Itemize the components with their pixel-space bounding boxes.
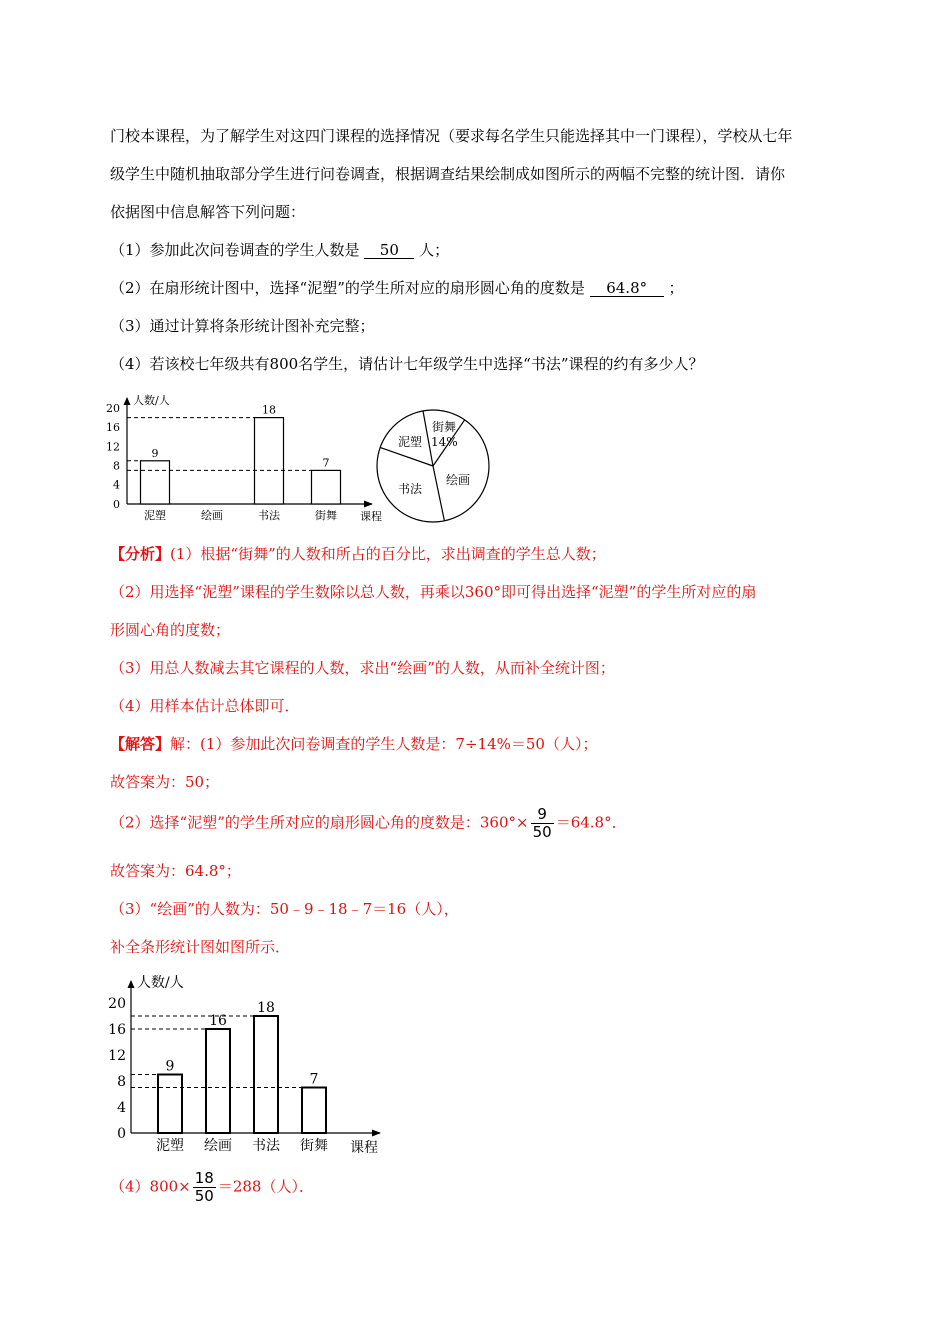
x-axis-arrow	[372, 1130, 381, 1137]
analysis-text-1: (1）根据“街舞”的人数和所占的百分比，求出调查的学生总人数；	[170, 545, 606, 563]
x-axis-title: 课程	[360, 510, 382, 523]
intro-line-3: 依据图中信息解答下列问题：	[110, 203, 306, 221]
analysis-line-5: （4）用样本估计总体即可．	[110, 697, 300, 715]
y-tick-label: 12	[108, 1047, 126, 1064]
x-category-label: 街舞	[315, 509, 337, 522]
question-2-text: （2）在扇形统计图中，选择“泥塑”的学生所对应的扇形圆心角的度数是	[110, 279, 585, 297]
y-tick-label: 8	[113, 459, 120, 473]
solution-text-3-result: ＝64.8°．	[555, 813, 627, 832]
analysis-tag: 【分析】	[110, 545, 171, 563]
question-2-answer: 64.8°	[590, 280, 664, 297]
solution-text-7-result: ＝288（人）．	[217, 1177, 314, 1196]
bar-value-label: 9	[151, 446, 159, 460]
question-1-text: （1）参加此次问卷调查的学生人数是	[110, 241, 360, 259]
pie-label-huihua: 绘画	[446, 473, 471, 487]
pie-label-nisu: 泥塑	[398, 435, 423, 449]
pie-divider-3	[433, 466, 444, 521]
solution-line-3	[110, 806, 627, 841]
bar-chart-incomplete	[100, 380, 400, 528]
y-axis-title: 人数/人	[137, 975, 184, 991]
y-tick-label: 16	[106, 421, 120, 435]
bar-value-label: 18	[262, 403, 276, 417]
x-category-label: 书法	[258, 509, 280, 522]
x-category-label: 泥塑	[144, 509, 166, 522]
x-category-label: 绘画	[201, 509, 223, 522]
pie-chart	[372, 404, 496, 528]
question-1	[110, 239, 449, 260]
bar-书法	[254, 1016, 278, 1133]
y-tick-label: 12	[106, 440, 120, 454]
pie-label-jiewu: 街舞	[432, 420, 457, 434]
y-tick-label: 4	[117, 1099, 126, 1116]
y-axis-arrow	[124, 397, 131, 405]
x-category-label: 书法	[252, 1138, 280, 1154]
analysis-line-4: （3）用总人数减去其它课程的人数，求出“绘画”的人数，从而补全统计图；	[110, 659, 615, 677]
pie-divider-4	[380, 448, 433, 467]
intro-line-1: 门校本课程，为了解学生对这四门课程的选择情况（要求每名学生只能选择其中一门课程），学校从七年	[110, 127, 793, 145]
question-2	[110, 277, 683, 298]
bar-街舞	[302, 1088, 326, 1134]
solution-text-1: 解：(1）参加此次问卷调查的学生人数是：7÷14%＝50（人）；	[170, 735, 598, 753]
y-tick-label: 20	[108, 995, 126, 1012]
solution-tag: 【解答】	[110, 735, 171, 753]
analysis-line-2: （2）用选择“泥塑”课程的学生数除以总人数，再乘以360°即可得出选择“泥塑”的学生所对应的扇	[110, 583, 757, 601]
fraction-18-50	[193, 1170, 216, 1205]
bar-value-label: 7	[322, 456, 330, 470]
solution-line-4: 故答案为：64.8°；	[110, 862, 241, 880]
fraction-denominator: 50	[194, 1187, 214, 1205]
bar-value-label: 16	[209, 1013, 227, 1029]
bar-chart-complete	[100, 966, 400, 1162]
question-2-suffix: ；	[668, 279, 684, 297]
bar-value-label: 18	[257, 1000, 275, 1016]
x-axis-title: 课程	[350, 1140, 378, 1156]
y-axis-arrow	[128, 980, 135, 988]
solution-line-7	[110, 1170, 314, 1205]
fraction-9-50	[531, 806, 554, 841]
question-1-suffix: 人；	[419, 241, 450, 259]
question-3: （3）通过计算将条形统计图补充完整；	[110, 317, 375, 335]
y-axis-title: 人数/人	[133, 394, 170, 407]
bar-value-label: 9	[165, 1058, 175, 1075]
bar-绘画	[206, 1029, 230, 1133]
y-tick-label: 4	[113, 478, 120, 492]
bar-value-label: 7	[309, 1071, 319, 1088]
y-tick-label: 0	[117, 1125, 126, 1142]
analysis-line-1	[110, 543, 606, 564]
bar-书法	[255, 418, 284, 504]
intro-line-2: 级学生中随机抽取部分学生进行问卷调查，根据调查结果绘制成如图所示的两幅不完整的统计图．请你	[110, 165, 786, 183]
bar-chart-complete-content	[108, 974, 381, 1156]
pie-label-jiewu-pct: 14%	[431, 435, 458, 449]
pie-label-shufa: 书法	[398, 482, 423, 496]
fraction-denominator: 50	[532, 823, 552, 841]
bar-街舞	[312, 470, 341, 504]
solution-line-6: 补全条形统计图如图所示．	[110, 938, 291, 956]
x-category-label: 泥塑	[156, 1138, 184, 1154]
bar-chart-incomplete-content	[106, 393, 382, 523]
y-tick-label: 16	[108, 1021, 126, 1038]
fraction-numerator: 9	[531, 806, 554, 824]
x-category-label: 街舞	[300, 1138, 328, 1154]
bar-泥塑	[141, 461, 170, 504]
bar-泥塑	[158, 1075, 182, 1134]
solution-text-7: （4）800×	[110, 1177, 191, 1196]
fraction-numerator: 18	[194, 1169, 214, 1187]
solution-line-5: （3）“绘画”的人数为：50﹣9﹣18﹣7＝16（人），	[110, 900, 459, 918]
y-tick-label: 0	[113, 497, 120, 511]
question-1-answer: 50	[364, 242, 414, 259]
analysis-line-3: 形圆心角的度数；	[110, 621, 231, 639]
y-tick-label: 8	[117, 1073, 126, 1090]
solution-text-3: （2）选择“泥塑”的学生所对应的扇形圆心角的度数是：360°×	[110, 813, 529, 832]
x-category-label: 绘画	[204, 1138, 232, 1154]
solution-line-1	[110, 733, 597, 754]
question-4: （4）若该校七年级共有800名学生，请估计七年级学生中选择“书法”课程的约有多少人？	[110, 355, 704, 373]
y-tick-label: 20	[106, 401, 120, 415]
solution-line-2: 故答案为：50；	[110, 773, 220, 791]
